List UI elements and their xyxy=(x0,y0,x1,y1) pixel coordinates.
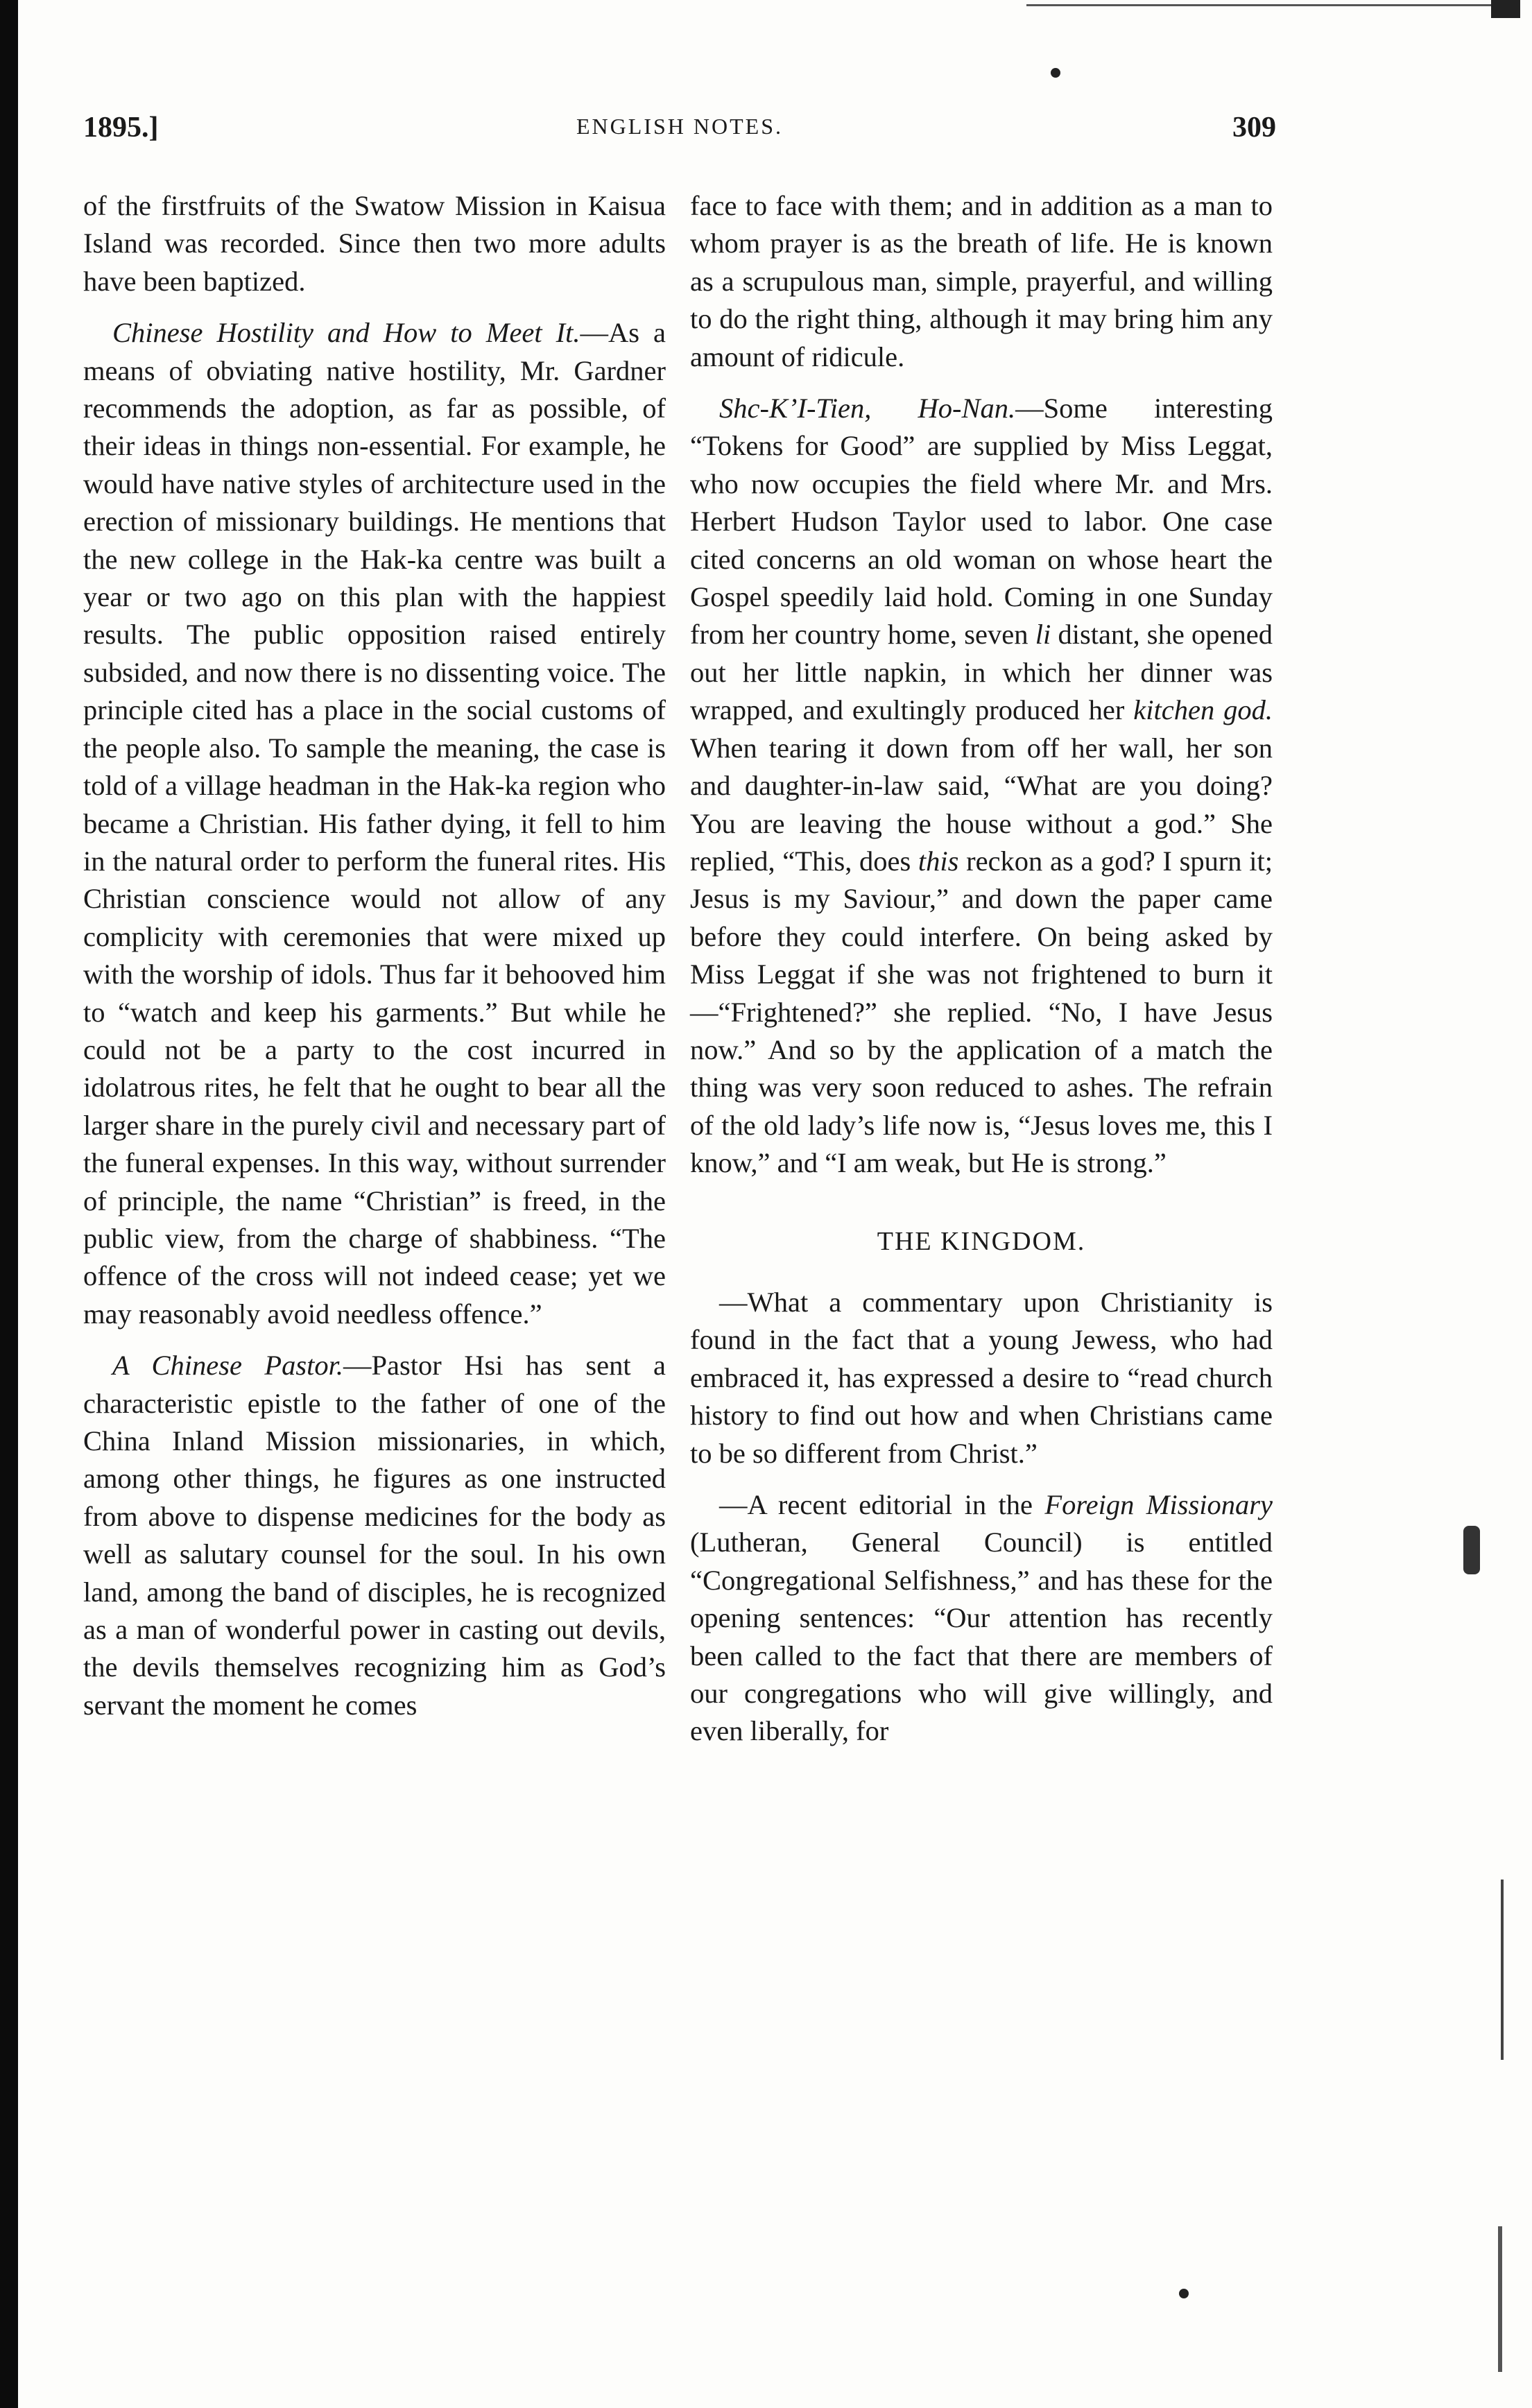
paragraph: face to face with them; and in addition as a man to whom prayer is as the breath of life. He is known as a scrupulous man, simple, prayerful, and willing to do the right thing, although it may bring him any amount of ridicule. xyxy=(690,190,1273,372)
paragraph-body: —Pastor Hsi has sent a characteristic epistle to the father of one of the China Inland Mission missionaries, in which, among other things, he figures as one instructed from above to dispense medicines for the body as well as salutary counsel for the soul. In his own land, among the band of disciples, he is recognized as a man of wonderful power in casting out devils, the devils themselves recognizing him as God’s servant the moment he comes xyxy=(83,1350,666,1721)
margin-blot xyxy=(1463,1526,1480,1574)
paragraph-text: —Some interesting “Tokens for Good” are supplied by Miss Leggat, who now occupies the field where Mr. and Mrs. Herbert Hudson Taylor used to labor. One case cited concerns an old woman on whose heart the Gospel speedily laid hold. Coming in one Sunday from her country home, seven xyxy=(690,393,1273,651)
italic-term: kitchen god. xyxy=(1133,694,1273,726)
section-title: THE KINGDOM. xyxy=(877,1226,1086,1256)
margin-line xyxy=(1501,1880,1504,2060)
paragraph-title: A Chinese Pastor. xyxy=(112,1350,344,1382)
italic-term: li xyxy=(1035,619,1051,651)
paragraph xyxy=(83,1347,666,1724)
journal-title: Foreign Missionary xyxy=(1044,1489,1273,1520)
speck xyxy=(1051,68,1060,78)
paragraph-title: Shc-K’I-Tien, Ho-Nan. xyxy=(719,393,1016,424)
italic-term: this xyxy=(918,845,959,877)
paragraph-title: Chinese Hostility and How to Meet It. xyxy=(112,317,580,349)
margin-marks xyxy=(1449,1519,1519,2407)
header-year: 1895.] xyxy=(83,112,159,144)
right-column xyxy=(690,187,1273,1751)
corner-blot xyxy=(1491,0,1520,18)
paragraph: —What a commentary upon Christianity is found in the fact that a young Jewess, who had embraced it, has expressed a desire to “read church history to find out how and when Christians came to be so different from Christ.” xyxy=(690,1286,1273,1469)
paragraph xyxy=(690,390,1273,1182)
paragraph-text: (Lutheran, General Council) is entitled “Congregational Selfishness,” and has these for the opening sentences: “Our attention has recently been called to the fact that there are members of our congregations who will give willingly, and even liberally, for xyxy=(690,1526,1273,1747)
top-rule xyxy=(1026,4,1512,6)
running-header xyxy=(83,111,1276,153)
page-number: 309 xyxy=(1232,112,1276,144)
paragraph xyxy=(83,314,666,1333)
paragraph-text: —A recent editorial in the xyxy=(719,1489,1045,1520)
margin-line xyxy=(1498,2226,1502,2372)
paragraph xyxy=(690,1486,1273,1751)
header-title: ENGLISH NOTES. xyxy=(576,114,783,139)
scan-edge xyxy=(0,0,18,2408)
paragraph-text: When tearing it down from off her wall, her son and daughter-in-law said, “What are you doing? You are leaving the house without a god.” She replied, “This, does xyxy=(690,732,1273,877)
paragraph-text: distant, she opened out her little napkin, in which her dinner was wrapped, and exultingly produced her xyxy=(690,619,1273,726)
paragraph-body: —As a means of obviating native hostility, Mr. Gardner recommends the adoption, as far as possible, of their ideas in things non-essential. For example, he would have native styles of architecture used in the erection of missionary buildings. He mentions that the new college in the Hak-ka centre was built a year or two ago on this plan with the happiest results. The public opposition raised entirely subsided, and now there is no dissenting voice. The principle cited has a place in the social customs of the people also. To sample the meaning, the case is told of a village headman in the Hak-ka region who became a Christian. His father dying, it fell to him in the natural order to perform the funeral rites. His Christian conscience would not allow of any complicity with ceremonies that were mixed up with the worship of idols. Thus far it behooved him to “watch and keep his garments.” But while he could not be a party to the cost incurred in idolatrous rites, he felt that he ought to bear all the larger share in the purely civil and necessary part of the funeral expenses. In this way, without surrender of principle, the name “Christian” is freed, in the public view, from the charge of shabbiness. “The offence of the cross will not indeed cease; yet we may reasonably avoid needless offence.” xyxy=(83,317,666,1330)
paragraph-text: reckon as a god? I spurn it; Jesus is my Saviour,” and down the paper came before they could interfere. On being asked by Miss Leggat if she was not frightened to burn it—“Frightened?” she replied. “No, I have Jesus now.” And so by the application of a match the thing was very soon reduced to ashes. The refrain of the old lady’s life now is, “Jesus loves me, this I know,” and “I am weak, but He is strong.” xyxy=(690,845,1273,1179)
speck xyxy=(1179,2289,1189,2298)
left-column xyxy=(83,187,666,1724)
paragraph: of the firstfruits of the Swatow Mission in Kaisua Island was recorded. Since then two more adults have been baptized. xyxy=(83,190,666,297)
